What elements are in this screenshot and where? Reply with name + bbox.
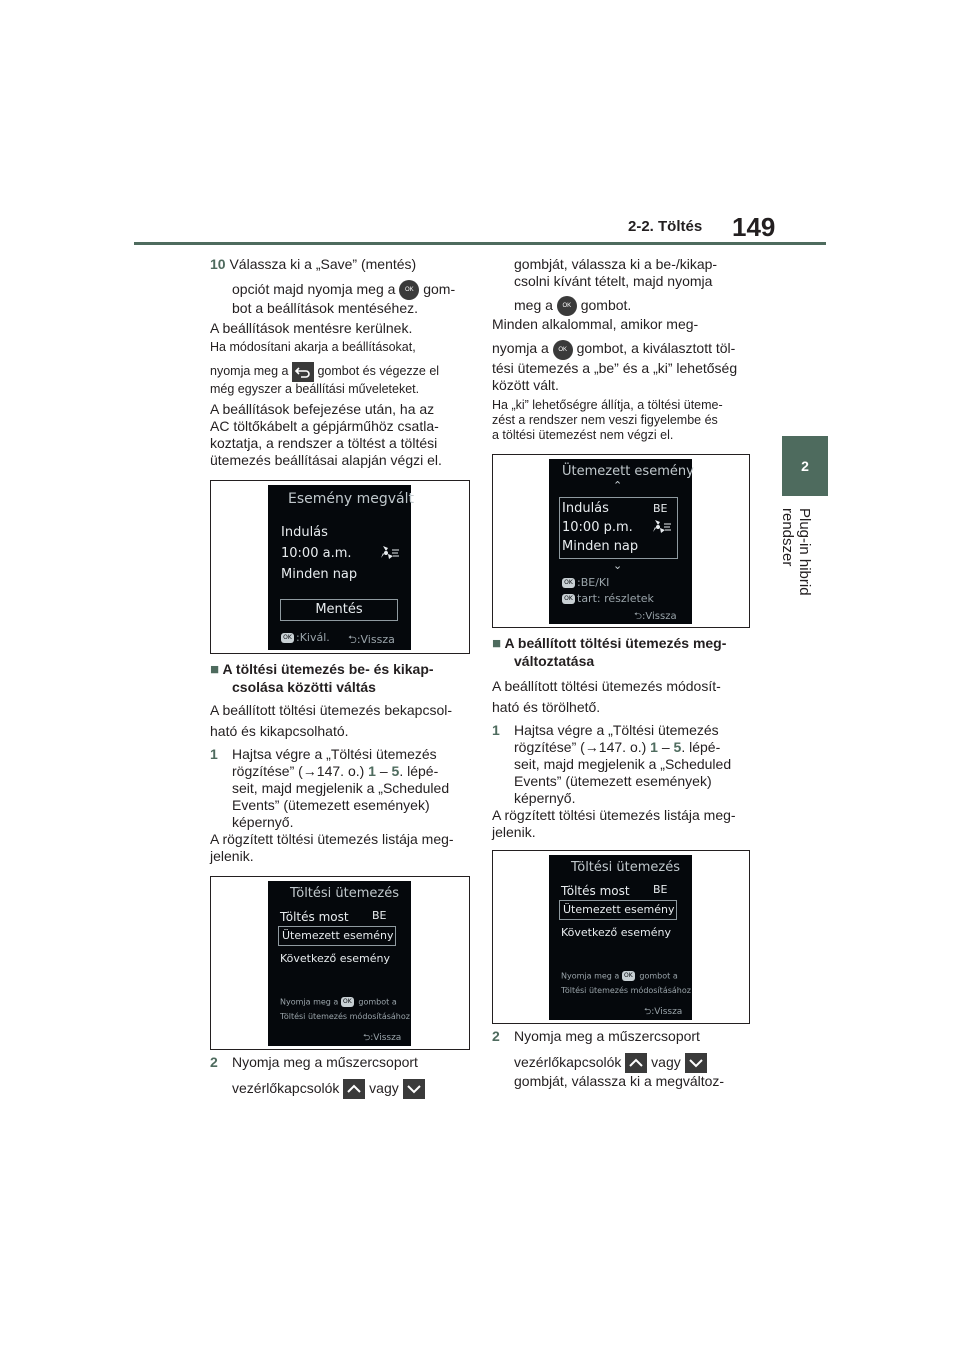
display-screen: Esemény megvált Indulás 10:00 a.m. Minden nap Mentés OK :Kivál. ⮌:Vissza <box>268 485 411 650</box>
chapter-tab: 2 <box>782 436 828 496</box>
section-marker-icon: ■ <box>492 635 502 652</box>
step-2: 2 Nyomja meg a műszercsoport vezérlőkapcsolók vagy <box>210 1054 472 1099</box>
screen-title: Esemény megvált <box>288 491 414 507</box>
hint-select: OK :Kivál. <box>281 631 330 644</box>
display-screen: Töltési ütemezés Töltés most BE Ütemezett esemény Következő esemény Nyomja meg a OK gombot a Töltési ütemezés módosításához ⮌:Vissza <box>549 855 692 1020</box>
ok-button-icon: OK <box>553 340 573 360</box>
step-text: Válassza ki a „Save” (mentés) <box>229 256 417 272</box>
chapter-label: Plug-in hibrid rendszer <box>779 508 813 596</box>
up-button-icon <box>343 1079 365 1099</box>
display-screen: Ütemezett esemény ⌃ Indulás BE 10:00 p.m. Minden nap ⌄ OK :BE/KI OK tart: részletek ⮌:Vissza <box>549 459 692 624</box>
selected-row[interactable]: Ütemezett esemény <box>278 926 396 946</box>
section-title: 2-2. Töltés <box>628 218 703 235</box>
section-marker-icon: ■ <box>210 661 220 678</box>
selected-row[interactable]: Ütemezett esemény <box>559 900 677 920</box>
save-button[interactable]: Mentés <box>280 599 398 621</box>
step-2: 2 Nyomja meg a műszercsoport vezérlőkapcsolók vagy gombját, válassza ki a megváltoz- <box>492 1028 725 1090</box>
left-column-2: ■ A töltési ütemezés be- és kikap- csolása közötti váltás A beállított töltési ütemezés bekapcsol- ható és kikapcsolható. 1 Hajtsa végre a „Töltési ütemezés rögzítése” (→147. o.) 1 – 5. lépé- seit, majd megjelenik a „Scheduled Events” (ütemezett események) képernyő. A rögzített töltési ütemezés listája meg- jelenik. <box>210 660 472 865</box>
header-rule <box>134 242 826 245</box>
screen-frame-schedule-list-2 <box>492 850 750 1024</box>
chevron-up-icon[interactable]: ⌃ <box>613 479 623 492</box>
section-heading: A töltési ütemezés be- és kikap- <box>222 661 434 677</box>
step-1: 1 Hajtsa végre a „Töltési ütemezés rögzítése” (→147. o.) 1 – 5. lépé- seit, majd megjelenik a „Scheduled Events” (ütemezett események) képernyő. <box>492 722 732 806</box>
fan-icon <box>652 519 672 539</box>
chevron-down-icon[interactable]: ⌄ <box>613 559 623 572</box>
hint-back: ⮌:Vissza <box>348 633 395 646</box>
page-number: 149 <box>732 212 776 242</box>
up-button-icon <box>625 1053 647 1073</box>
display-screen: Töltési ütemezés Töltés most BE Ütemezett esemény Következő esemény Nyomja meg a OK gombot a Töltési ütemezés módosításához ⮌:Vissza <box>268 881 411 1046</box>
saved-text: A beállítások mentésre kerülnek. <box>210 320 413 337</box>
fan-icon <box>380 545 400 565</box>
right-column-2: ■ A beállított töltési ütemezés meg- változtatása A beállított töltési ütemezés módosít- ható és törölhető. 1 Hajtsa végre a „Töltési ütemezés rögzítése” (→147. o.) 1 – 5. lépé- seit, majd megjelenik a „Scheduled Events” (ütemezett események) képernyő. A rögzített töltési ütemezés listája meg- jelenik. <box>492 634 754 841</box>
screen-frame-event-changed <box>210 480 470 654</box>
section-heading: A beállított töltési ütemezés meg- <box>504 635 727 651</box>
ok-button-icon: OK <box>399 280 419 300</box>
down-button-icon <box>685 1053 707 1073</box>
down-button-icon <box>403 1079 425 1099</box>
right-column: gombját, válassza ki a be-/kikap- csolni kívánt tételt, majd nyomja meg a OK gombot. Minden alkalommal, amikor meg- nyomja a OK gombot, a kiválasztott töl- tési ütemezés a „be” és a „ki” lehetőség között vált. Ha „ki” lehetőségre állítja, a töltési üteme- zést a rendszer nem veszi figyelembe és a töltési ütemezést nem végzi el. <box>492 256 738 442</box>
screen-frame-scheduled-event <box>492 454 750 628</box>
step-number: 10 <box>210 256 226 272</box>
step-1: 1 Hajtsa végre a „Töltési ütemezés rögzítése” (→147. o.) 1 – 5. lépé- seit, majd megjelenik a „Scheduled Events” (ütemezett események) képernyő. <box>210 746 450 830</box>
ok-button-icon: OK <box>557 296 577 316</box>
left-column-3 <box>210 1054 472 1099</box>
screen-frame-schedule-list <box>210 876 470 1050</box>
left-column: 10 Válassza ki a „Save” (mentés) opciót majd nyomja meg a OK gom- bot a beállítások mentéséhez. A beállítások mentésre kerülnek. Ha módosítani akarja a beállításokat, nyomja meg a gombot és végezze el még egyszer a beállítási műveleteket. A beállítások befejezése után, ha az AC töltőkábelt a gépjárműhöz csatla- koztatja, a rendszer a töltést a töltési ütemezés beállításai alapján végzi el. <box>210 256 472 469</box>
right-column-3 <box>492 1028 754 1090</box>
back-button-icon <box>292 362 314 382</box>
